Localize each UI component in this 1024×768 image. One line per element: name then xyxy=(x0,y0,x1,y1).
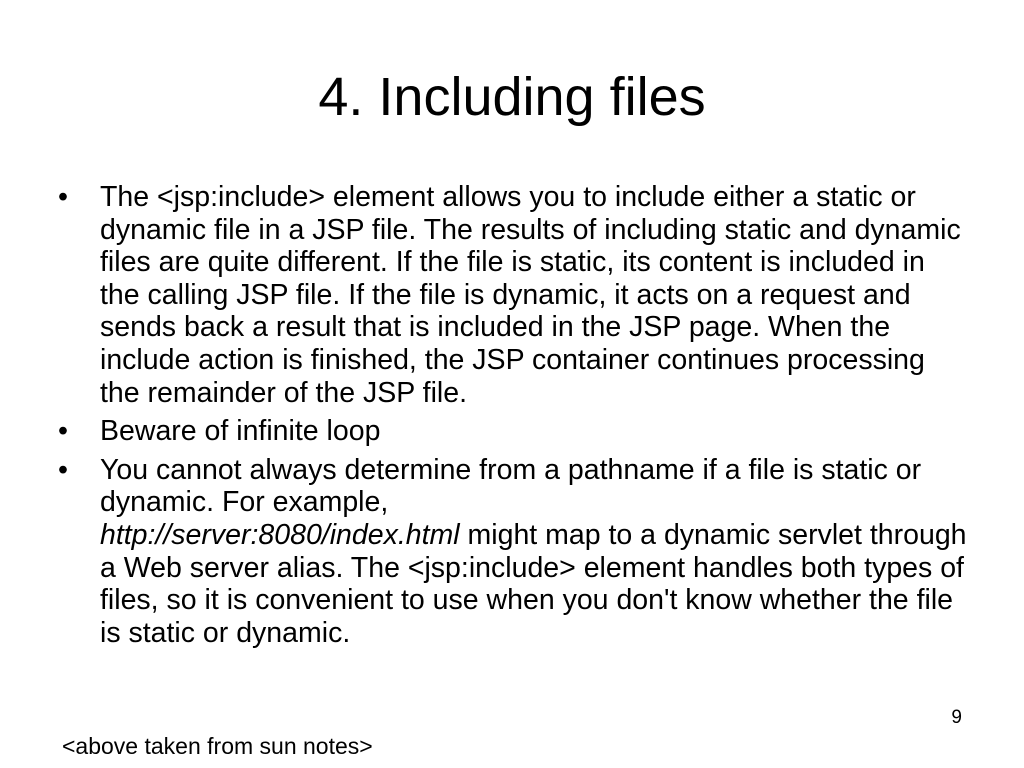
bullet-item-infinite-loop xyxy=(58,415,968,448)
bullet-marker: • xyxy=(58,453,68,486)
example-url: http://server:8080/index.html xyxy=(100,518,460,551)
slide-number: 9 xyxy=(951,707,962,728)
bullet-marker: • xyxy=(58,181,68,213)
bullet-text-after: might map to a dynamic servlet through a Web server alias. The <jsp:include> element handles both types of files, so it is convenient to use when you don't know whether the file is static or dynamic. xyxy=(100,518,967,649)
bullet-text: The <jsp:include> element allows you to include either a static or dynamic file in a JSP file. The results of including static and dynamic files are quite different. If the file is static, its content is included in the calling JSP file. If the file is dynamic, it acts on a request and sends back a result that is included in the JSP page. When the include action is finished, the JSP container continues processing the remainder of the JSP file. xyxy=(100,181,961,409)
footnote: <above taken from sun notes> xyxy=(62,733,373,759)
bullet-text: Beware of infinite loop xyxy=(100,415,381,448)
bullet-item-jsp-include xyxy=(58,181,968,409)
bullet-list xyxy=(58,181,968,655)
bullet-marker: • xyxy=(58,415,68,448)
slide-title: 4. Including files xyxy=(318,67,706,127)
bullet-item-pathname xyxy=(58,454,968,650)
bullet-text-before: You cannot always determine from a pathname if a file is static or dynamic. For example, xyxy=(100,453,922,519)
